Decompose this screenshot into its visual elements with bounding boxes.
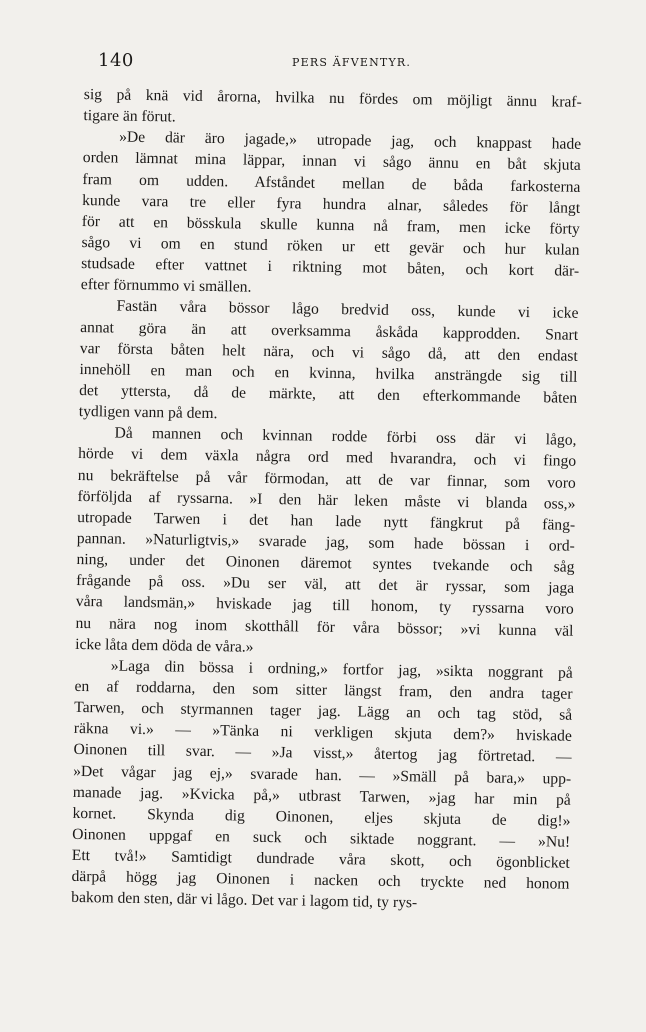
text-line: räkna vi.» — »Tänka ni verkligen skjuta dem?» hviskade (73, 720, 572, 745)
text-line: studsade efter vattnet i riktning mot båten, och kort där- (81, 255, 580, 280)
text-line: icke låta dem döda de våra.» (75, 635, 254, 656)
paragraph (71, 655, 573, 916)
text-line: annat göra än att overksamma åskåda kapprodden. Snart (80, 318, 579, 344)
text-line: nu bekräftelse på vår förmodan, att de var finnar, som voro (77, 466, 576, 492)
paragraph (81, 126, 582, 303)
text-line: »Det vågar jag ej,» svarade han. — »Smäll på bara,» upp- (73, 762, 572, 788)
paragraph (75, 422, 577, 662)
text-line: Oinonen uppgaf en suck och siktade noggrant. — »Nu! (72, 825, 571, 851)
text-line: kunde vara tre eller fyra hundra alnar, således för långt (82, 191, 581, 217)
text-line: Tarwen, och styrmannen tager jag. Lägg an och tag stöd, så (74, 699, 573, 724)
text-line: för att en bösskula skulle kunna nå fram, men icke förty (81, 212, 580, 238)
text-line: »Laga din bössa i ordning,» fortfor jag, »sikta noggrant på (110, 657, 573, 682)
text-line: frågande på oss. »Du ser väl, att det är ryssar, som jaga (76, 572, 575, 597)
text-line: förföljda af ryssarna. »I den här leken måste vi blanda oss,» (77, 487, 576, 513)
text-line: fram om udden. Afståndet mellan de båda farkosterna (82, 170, 581, 196)
text-line: manade jag. »Kvicka på,» utbrast Tarwen, »jag har min på (72, 783, 571, 809)
text-line: kornet. Skynda dig Oinonen, eljes skjuta de dig!» (72, 804, 571, 830)
text-line: det yttersta, då de märkte, att den efterkommande båten (79, 381, 578, 407)
paragraph (79, 295, 579, 430)
text-line: orden lämnat mina läppar, innan vi sågo ännu en båt skjuta (82, 149, 581, 175)
text-line: nu nära nog inom skotthåll för våra bössor; »vi kunna väl (75, 614, 574, 640)
text-line: Oinonen till svar. — »Ja visst,» återtog jag förtretad. — (73, 741, 572, 767)
running-head: PERS ÄFVENTYR. (292, 56, 412, 69)
page-header (86, 50, 590, 74)
text-line: utropade Tarwen i det han lade nytt fängkrut på fäng- (77, 508, 576, 534)
text-line: sig på knä vid årorna, hvilka nu fördes om möjligt ännu kraf- (83, 85, 582, 111)
text-line: sågo vi om en stund röken ur ett gevär och hur kulan (81, 233, 580, 259)
text-line: efter förnummo vi smällen. (80, 276, 252, 296)
text-line: Fastän våra bössor lågo bredvid oss, kunde vi icke (116, 297, 579, 323)
body-text (71, 84, 582, 916)
text-line: Ett två!» Samtidigt dundrade våra skott, och ögonblicket (71, 846, 570, 872)
text-line: »De där äro jagade,» utropade jag, och knappast hade (119, 128, 582, 154)
text-line: hörde vi dem växla några ord med hvarandra, och vi fingo (78, 445, 577, 471)
text-line: tydligen vann på dem. (78, 403, 218, 423)
text-line: var första båten helt nära, och vi sågo då, att den endast (79, 339, 578, 365)
text-line: ning, under det Oinonen däremot syntes tvekande och såg (76, 551, 575, 576)
text-line: tigare än förut. (83, 107, 176, 126)
text-line: Då mannen och kvinnan rodde förbi oss där vi lågo, (114, 424, 577, 450)
text-line: pannan. »Naturligtvis,» svarade jag, som hade bössan i ord- (76, 529, 575, 555)
text-line: bakom den sten, där vi lågo. Det var i lagom tid, ty rys- (71, 889, 418, 912)
page-number: 140 (98, 50, 134, 71)
text-line: innehöll en man och en kvinna, hvilka ansträngde sig till (79, 360, 578, 386)
text-line: därpå högg jag Oinonen i nacken och tryckte ned honom (71, 868, 570, 893)
text-line: en af roddarna, den som sitter längst fram, den andra tager (74, 677, 573, 703)
text-line: våra landsmän,» hviskade jag till honom, ty ryssarna voro (75, 593, 574, 619)
